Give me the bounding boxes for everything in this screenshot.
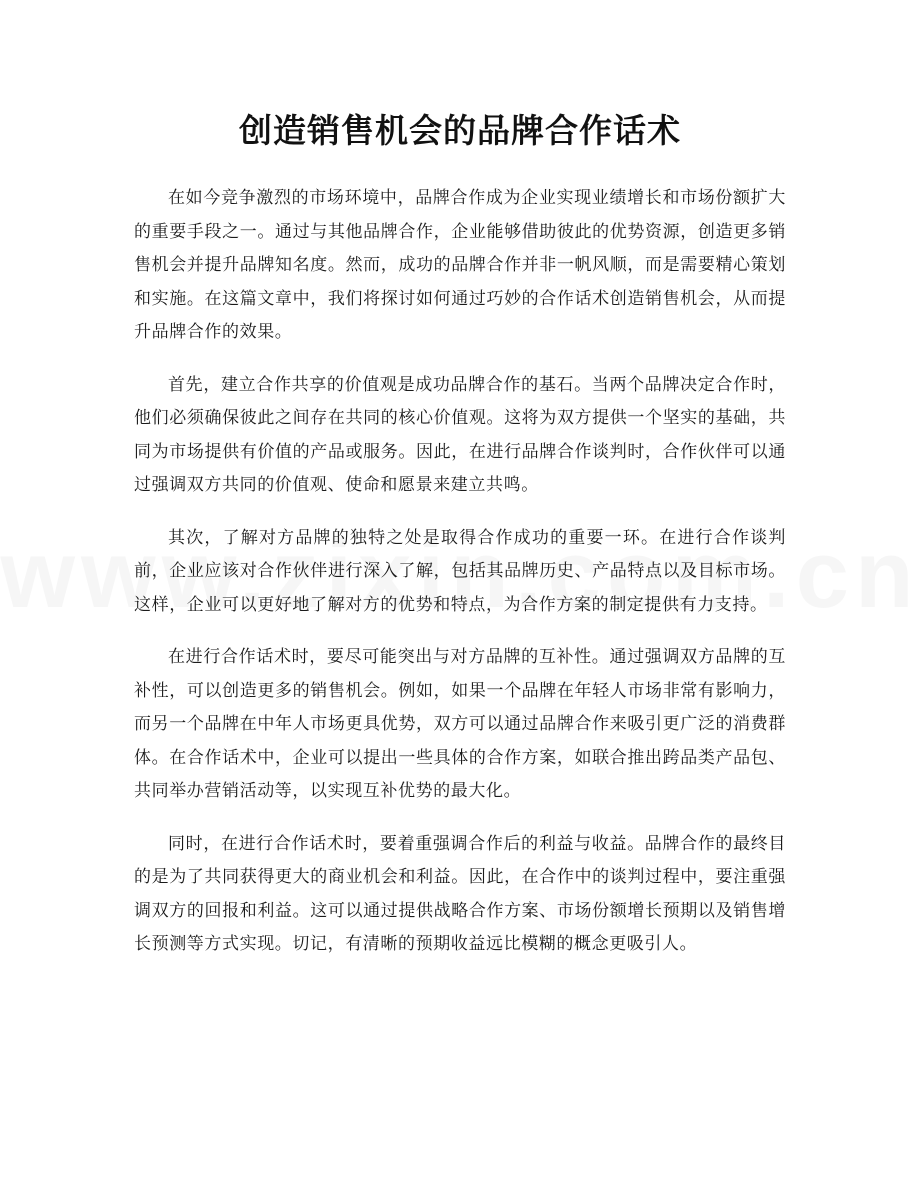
paragraph-1: 在如今竞争激烈的市场环境中，品牌合作成为企业实现业绩增长和市场份额扩大的重要手段之一。通过与其他品牌合作，企业能够借助彼此的优势资源，创造更多销售机会并提升品牌知名度。然而，成功的品牌合作并非一帆风顺，而是需要精心策划和实施。在这篇文章中，我们将探讨如何通过巧妙的合作话术创造销售机会，从而提升品牌合作的效果。 (134, 188, 786, 342)
article-body (134, 182, 786, 981)
paragraph-5: 同时，在进行合作话术时，要着重强调合作后的利益与收益。品牌合作的最终目的是为了共同获得更大的商业机会和利益。因此，在合作中的谈判过程中，要注重强调双方的回报和利益。这可以通过提供战略合作方案、市场份额增长预期以及销售增长预测等方式实现。切记，有清晰的预期收益远比模糊的概念更吸引人。 (134, 833, 786, 954)
paragraph-4: 在进行合作话术时，要尽可能突出与对方品牌的互补性。通过强调双方品牌的互补性，可以创造更多的销售机会。例如，如果一个品牌在年轻人市场非常有影响力，而另一个品牌在中年人市场更具优势，双方可以通过品牌合作来吸引更广泛的消费群体。在合作话术中，企业可以提出一些具体的合作方案，如联合推出跨品类产品包、共同举办营销活动等，以实现互补优势的最大化。 (134, 647, 786, 801)
paragraph-2: 首先，建立合作共享的价值观是成功品牌合作的基石。当两个品牌决定合作时，他们必须确保彼此之间存在共同的核心价值观。这将为双方提供一个坚实的基础，共同为市场提供有价值的产品或服务。因此，在进行品牌合作谈判时，合作伙伴可以通过强调双方共同的价值观、使命和愿景来建立共鸣。 (134, 374, 786, 495)
page-title: 创造销售机会的品牌合作话术 (239, 111, 681, 150)
paragraph-3: 其次，了解对方品牌的独特之处是取得合作成功的重要一环。在进行合作谈判前，企业应该对合作伙伴进行深入了解，包括其品牌历史、产品特点以及目标市场。这样，企业可以更好地了解对方的优势和特点，为合作方案的制定提供有力支持。 (134, 527, 786, 615)
